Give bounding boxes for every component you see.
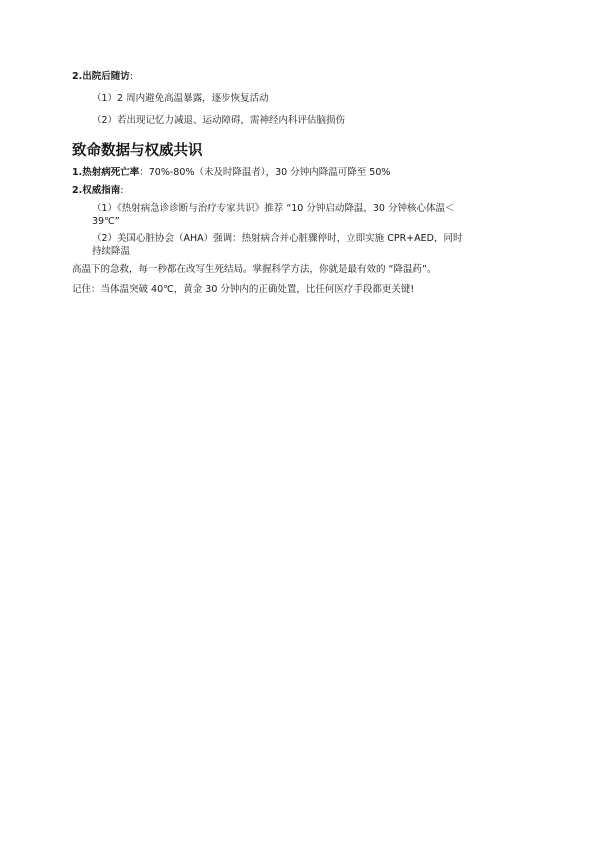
mortality-line bbox=[72, 166, 524, 179]
guidelines-title-label: 2.权威指南 bbox=[72, 185, 121, 196]
guideline-item-1-line-1: （1）《热射病急诊诊断与治疗专家共识》推荐 “10 分钟启动降温，30 分钟核心体温＜ bbox=[92, 203, 455, 214]
guideline-item-1 bbox=[72, 202, 524, 228]
guidelines-title bbox=[72, 184, 524, 197]
guideline-item-2 bbox=[72, 232, 524, 258]
mortality-label: 1.热射病死亡率 bbox=[72, 167, 140, 178]
closing-line-2: 记住：当体温突破 40℃，黄金 30 分钟内的正确处置，比任何医疗手段都更关键! bbox=[72, 284, 415, 295]
followup-title-colon: : bbox=[129, 71, 133, 82]
followup-title bbox=[72, 70, 524, 83]
section-heading: 致命数据与权威共识 bbox=[72, 143, 203, 159]
guidelines-title-colon: : bbox=[120, 185, 124, 196]
followup-item-1: （1）2 周内避免高温暴露，逐步恢复活动 bbox=[92, 93, 269, 104]
closing-line-1: 高温下的急救，每一秒都在改写生死结局。掌握科学方法，你就是最有效的 “降温药”。 bbox=[72, 264, 437, 275]
guideline-item-2-line-1: （2）美国心脏协会（AHA）强调：热射病合并心脏骤停时，立即实施 CPR+AED，同时 bbox=[92, 233, 463, 244]
followup-title-label: 2.出院后随访 bbox=[72, 71, 130, 82]
mortality-text: ：70%-80%（未及时降温者），30 分钟内降温可降至 50% bbox=[139, 167, 391, 178]
guideline-item-1-line-2: 39℃” bbox=[92, 216, 120, 227]
guideline-item-2-line-2: 持续降温 bbox=[92, 246, 131, 257]
followup-item-2: （2）若出现记忆力减退、运动障碍，需神经内科评估脑损伤 bbox=[92, 115, 346, 126]
document-content bbox=[72, 70, 524, 296]
